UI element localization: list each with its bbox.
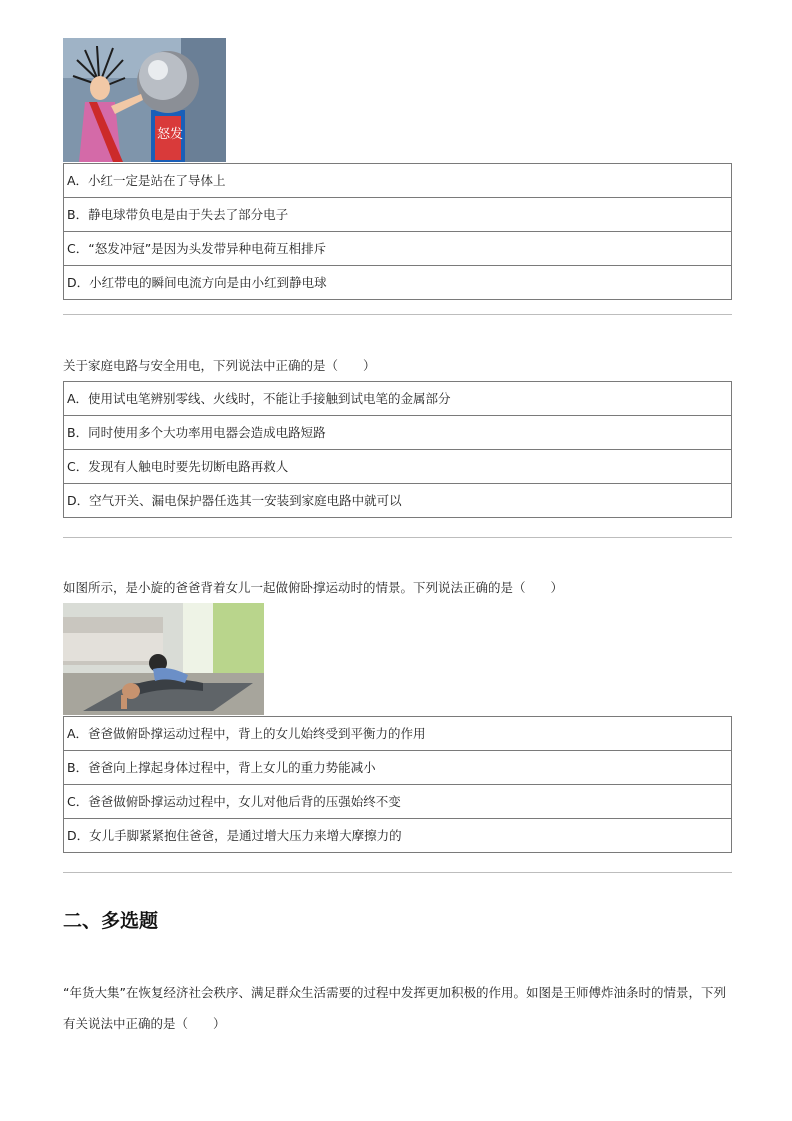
q3-options [63, 716, 732, 853]
q3-option-b[interactable]: B．爸爸向上撑起身体过程中，背上女儿的重力势能减小 [64, 751, 731, 785]
q3-stem: 如图所示，是小旋的爸爸背着女儿一起做俯卧撑运动时的情景。下列说法正确的是（ ） [63, 580, 564, 595]
q2-option-b[interactable]: B．同时使用多个大功率用电器会造成电路短路 [64, 416, 731, 450]
divider [63, 872, 732, 873]
q3-option-a[interactable]: A．爸爸做俯卧撑运动过程中，背上的女儿始终受到平衡力的作用 [64, 717, 731, 751]
q1-options [63, 163, 732, 300]
pedestal-label: 怒发 [157, 127, 184, 142]
divider [63, 314, 732, 315]
q2-stem: 关于家庭电路与安全用电，下列说法中正确的是（ ） [63, 358, 376, 373]
q1-option-c[interactable]: C．“怒发冲冠”是因为头发带异种电荷互相排斥 [64, 232, 731, 266]
q2-options [63, 381, 732, 518]
q2-option-c[interactable]: C．发现有人触电时要先切断电路再救人 [64, 450, 731, 484]
pushup-photo [63, 603, 264, 715]
q3-option-c[interactable]: C．爸爸做俯卧撑运动过程中，女儿对他后背的压强始终不变 [64, 785, 731, 819]
q2-option-d[interactable]: D．空气开关、漏电保护器任选其一安装到家庭电路中就可以 [64, 484, 731, 518]
static-ball-photo [63, 38, 226, 162]
divider [63, 537, 732, 538]
q1-option-b[interactable]: B．静电球带负电是由于失去了部分电子 [64, 198, 731, 232]
q2-option-a[interactable]: A．使用试电笔辨别零线、火线时，不能让手接触到试电笔的金属部分 [64, 382, 731, 416]
q3-option-d[interactable]: D．女儿手脚紧紧抱住爸爸，是通过增大压力来增大摩擦力的 [64, 819, 731, 853]
section-heading: 二、多选题 [63, 910, 159, 932]
q1-option-d[interactable]: D．小红带电的瞬间电流方向是由小红到静电球 [64, 266, 731, 300]
q4-stem: “年货大集”在恢复经济社会秩序、满足群众生活需要的过程中发挥更加积极的作用。如图是王师傅炸油条时的情景，下列有关说法中正确的是（ ） [63, 985, 726, 1031]
q1-option-a[interactable]: A．小红一定是站在了导体上 [64, 164, 731, 198]
